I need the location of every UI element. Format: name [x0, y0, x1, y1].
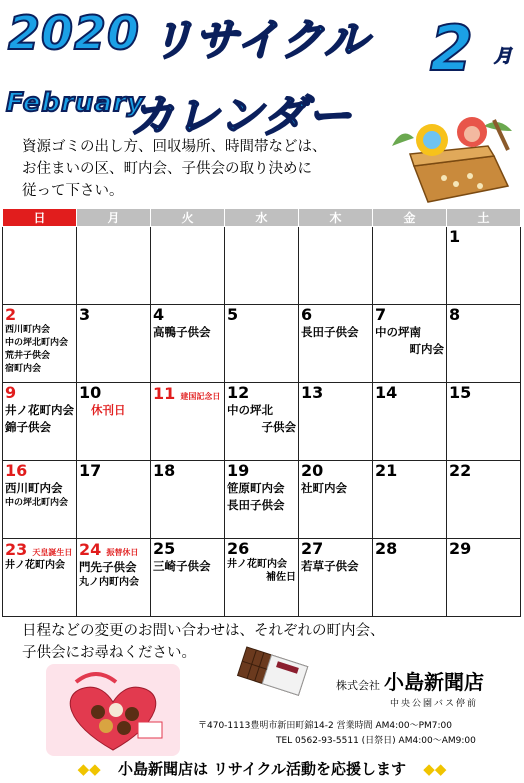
- day-cell: [151, 383, 225, 461]
- collection-note: 井ノ花町内会: [5, 560, 65, 571]
- collection-note: 高鴨子供会: [153, 325, 211, 339]
- day-cell: [225, 383, 299, 461]
- day-number: 26: [227, 539, 250, 558]
- weekday-sat: 土: [447, 209, 521, 227]
- day-cell: [447, 383, 521, 461]
- day-cell: [225, 539, 299, 617]
- weekday-sun: 日: [3, 209, 77, 227]
- collection-note: 中の坪北町内会: [5, 338, 69, 348]
- day-cell: [151, 461, 225, 539]
- holiday-note: 休刊日: [91, 403, 126, 417]
- day-number: 19: [227, 461, 250, 480]
- collection-note: 西川町内会: [5, 325, 51, 335]
- day-cell: [77, 461, 151, 539]
- weekday-tue: 火: [151, 209, 225, 227]
- collection-note: 笹原町内会: [227, 481, 285, 495]
- day-cell: [373, 227, 447, 305]
- intro-text: [22, 136, 382, 202]
- company-prefix: 株式会社: [336, 679, 380, 692]
- day-cell: [3, 461, 77, 539]
- day-cell: [225, 305, 299, 383]
- day-number: 2: [5, 305, 17, 324]
- holiday-tag: 建国記念日: [180, 392, 221, 401]
- weekday-mon: 月: [77, 209, 151, 227]
- day-number: 12: [227, 383, 250, 402]
- telephone-hours: TEL 0562-93-5511 (日祭日) AM4:00〜AM9:00: [276, 736, 476, 746]
- holiday-tag: 振替休日: [106, 548, 139, 557]
- day-number: 24: [79, 540, 102, 559]
- day-cell: [77, 383, 151, 461]
- day-cell: [77, 227, 151, 305]
- support-banner: [0, 758, 524, 779]
- day-cell: [3, 539, 77, 617]
- day-cell: [151, 305, 225, 383]
- month-suffix: 月: [494, 46, 513, 67]
- address-hours: 〒470-1113豊明市新田町錦14-2 営業時間 AM4:00〜PM7:00: [198, 721, 453, 731]
- collection-note: 中の坪南: [375, 325, 421, 339]
- collection-note: 町内会: [409, 342, 444, 356]
- collection-note: 子供会: [261, 420, 296, 434]
- collection-note: 荒井子供会: [5, 351, 51, 361]
- day-number: 22: [449, 461, 472, 480]
- collection-note: 若草子供会: [301, 559, 359, 573]
- day-cell: [225, 227, 299, 305]
- day-number: 14: [375, 383, 398, 402]
- day-cell: [299, 539, 373, 617]
- collection-note: 錦子供会: [5, 420, 51, 434]
- day-number: 17: [79, 461, 102, 480]
- collection-note: 中の坪北: [227, 403, 273, 417]
- day-number: 13: [301, 383, 324, 402]
- day-cell: [447, 539, 521, 617]
- day-number: 4: [153, 305, 165, 324]
- day-number: 20: [301, 461, 324, 480]
- day-number: 7: [375, 305, 387, 324]
- support-message: 小島新聞店は リサイクル活動を応援します: [117, 760, 407, 778]
- english-month: February: [6, 88, 145, 118]
- diamond-icon: ◆◆: [77, 760, 101, 778]
- collection-note: 社町内会: [301, 481, 347, 495]
- day-number: 1: [449, 227, 461, 246]
- day-cell: [299, 461, 373, 539]
- intro-line: 従って下さい。: [22, 183, 124, 199]
- day-number: 6: [301, 305, 313, 324]
- year-title: 2020: [8, 6, 141, 60]
- collection-note: 補佐日: [266, 572, 296, 583]
- heart-chocolate-box-illustration: [46, 664, 180, 756]
- day-cell: [77, 539, 151, 617]
- day-number: 15: [449, 383, 472, 402]
- day-cell: [3, 305, 77, 383]
- chocolate-bar-illustration: [232, 646, 312, 700]
- weekday-header-row: [3, 209, 521, 227]
- collection-note: 井ノ花町内会: [5, 403, 74, 417]
- day-number: 27: [301, 539, 324, 558]
- intro-line: 資源ゴミの出し方、回収場所、時間帯などは、: [22, 139, 327, 155]
- inquiry-line: 子供会にお尋ねください。: [22, 645, 196, 661]
- day-cell: [299, 305, 373, 383]
- week-row: [3, 227, 521, 305]
- inquiry-line: 日程などの変更のお問い合わせは、それぞれの町内会、: [22, 623, 385, 639]
- day-number: 18: [153, 461, 176, 480]
- day-cell: [3, 227, 77, 305]
- day-cell: [225, 461, 299, 539]
- week-row: [3, 383, 521, 461]
- collection-note: 井ノ花町内会: [227, 559, 287, 570]
- day-number: 11: [153, 384, 176, 403]
- collection-note: 丸ノ内町内会: [79, 577, 139, 588]
- weekday-fri: 金: [373, 209, 447, 227]
- day-number: 8: [449, 305, 461, 324]
- day-cell: [373, 461, 447, 539]
- day-cell: [151, 539, 225, 617]
- collection-note: 中の坪北町内会: [5, 498, 69, 508]
- month-number: 2: [430, 12, 475, 85]
- collection-note: 三崎子供会: [153, 559, 211, 573]
- calendar-table: [2, 208, 521, 617]
- collection-note: 西川町内会: [5, 481, 63, 495]
- collection-note: 長田子供会: [301, 325, 359, 339]
- day-number: 21: [375, 461, 398, 480]
- setsubun-illustration: [384, 106, 518, 206]
- day-number: 25: [153, 539, 176, 558]
- day-number: 3: [79, 305, 91, 324]
- calendar-title: カレンダー: [130, 91, 353, 142]
- week-row: [3, 539, 521, 617]
- collection-note: 宿町内会: [5, 364, 42, 374]
- day-number: 28: [375, 539, 398, 558]
- day-number: 9: [5, 383, 17, 402]
- week-row: [3, 305, 521, 383]
- collection-note: 門先子供会: [79, 560, 137, 574]
- holiday-tag: 天皇誕生日: [32, 548, 73, 557]
- day-cell: [373, 539, 447, 617]
- bus-stop-label: 中央公園バス停前: [390, 699, 479, 709]
- weekday-thu: 木: [299, 209, 373, 227]
- weekday-wed: 水: [225, 209, 299, 227]
- day-number: 10: [79, 383, 102, 402]
- day-number: 5: [227, 305, 239, 324]
- day-cell: [3, 383, 77, 461]
- day-cell: [299, 383, 373, 461]
- day-cell: [373, 383, 447, 461]
- company-name: [336, 666, 484, 695]
- day-cell: [447, 461, 521, 539]
- intro-line: お住まいの区、町内会、子供会の取り決めに: [22, 161, 312, 177]
- day-cell: [299, 227, 373, 305]
- diamond-icon: ◆◆: [423, 760, 447, 778]
- collection-note: 長田子供会: [227, 498, 285, 512]
- day-cell: [151, 227, 225, 305]
- day-number: 16: [5, 461, 28, 480]
- day-cell: [447, 305, 521, 383]
- company-title: 小島新聞店: [384, 670, 484, 694]
- recycle-title: リサイクル: [150, 15, 369, 66]
- day-cell: [373, 305, 447, 383]
- day-cell: [447, 227, 521, 305]
- day-cell: [77, 305, 151, 383]
- day-number: 23: [5, 540, 28, 559]
- day-number: 29: [449, 539, 472, 558]
- week-row: [3, 461, 521, 539]
